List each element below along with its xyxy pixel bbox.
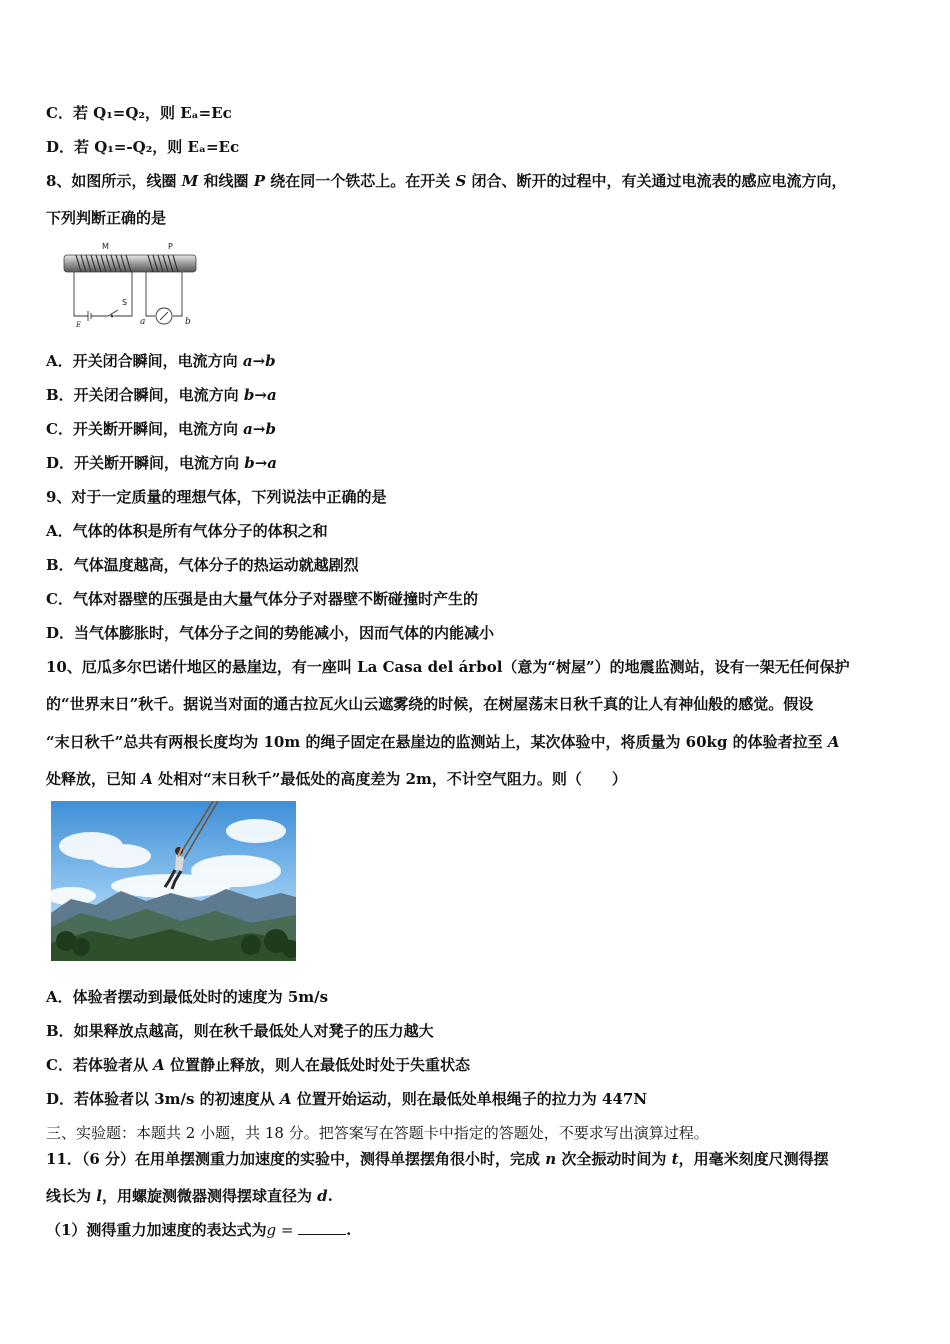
q11-stem-line2: 线长为 l，用螺旋测微器测得摆球直径为 d. [46, 1187, 333, 1205]
q8-circuit-figure [60, 238, 202, 330]
q7-option-d: D．若 Q₁=-Q₂，则 Eₐ=Eᴄ [46, 138, 240, 156]
q10-option-c: C．若体验者从 A 位置静止释放，则人在最低处时处于失重状态 [46, 1056, 471, 1074]
q10-swing-photo [51, 801, 296, 961]
q9-option-b: B．气体温度越高，气体分子的热运动就越剧烈 [46, 556, 359, 574]
section3-heading: 三、实验题：本题共 2 小题，共 18 分。把答案写在答题卡中指定的答题处，不要求写出演算过程。 [46, 1124, 709, 1142]
q10-option-d: D．若体验者以 3m/s 的初速度从 A 位置开始运动，则在最低处单根绳子的拉力为 447N [46, 1090, 648, 1108]
q7-option-c: C．若 Q₁=Q₂，则 Eₐ=Eᴄ [46, 104, 232, 122]
answer-blank[interactable] [298, 1220, 346, 1235]
q10-stem-line1: 10、厄瓜多尔巴诺什地区的悬崖边，有一座叫 La Casa del árbol（意为“树屋”）的地震监测站，设有一架无任何保护 [46, 658, 850, 676]
label-b: b [185, 317, 191, 327]
q9-stem: 9、对于一定质量的理想气体，下列说法中正确的是 [46, 488, 387, 506]
q11-sub1: （1）测得重力加速度的表达式为g = . [46, 1221, 352, 1239]
q8-stem-line2: 下列判断正确的是 [46, 209, 167, 227]
q10-option-a: A．体验者摆动到最低处时的速度为 5m/s [46, 988, 329, 1006]
q8-option-d: D．开关断开瞬间，电流方向 b→a [46, 454, 278, 472]
q10-stem-line4: 处释放，已知 A 处相对“末日秋千”最低处的高度差为 2m，不计空气阻力。则（ ） [46, 770, 627, 788]
q10-stem-line2: 的“世界末日”秋千。据说当对面的通古拉瓦火山云遮雾绕的时候，在树屋荡末日秋千真的让人有神仙般的感觉。假设 [46, 695, 814, 713]
label-m: M [102, 242, 109, 251]
label-p: P [168, 242, 173, 251]
label-a: a [140, 317, 146, 327]
q9-option-a: A．气体的体积是所有气体分子的体积之和 [46, 522, 328, 540]
q10-stem-line3: “末日秋千”总共有两根长度均为 10m 的绳子固定在悬崖边的监测站上，某次体验中，将质量为 60kg 的体验者拉至 A [46, 733, 840, 751]
q8-option-a: A．开关闭合瞬间，电流方向 a→b [46, 352, 276, 370]
q8-option-c: C．开关断开瞬间，电流方向 a→b [46, 420, 276, 438]
q10-option-b: B．如果释放点越高，则在秋千最低处人对凳子的压力越大 [46, 1022, 434, 1040]
q9-option-d: D．当气体膨胀时，气体分子之间的势能减小，因而气体的内能减小 [46, 624, 495, 642]
q8-option-b: B．开关闭合瞬间，电流方向 b→a [46, 386, 277, 404]
q9-option-c: C．气体对器壁的压强是由大量气体分子对器壁不断碰撞时产生的 [46, 590, 478, 608]
q11-stem-line1: 11．（6 分）在用单摆测重力加速度的实验中，测得单摆摆角很小时，完成 n 次全振动时间为 t，用毫米刻度尺测得摆 [46, 1150, 829, 1168]
q8-stem-line1: 8、如图所示，线圈 M 和线圈 P 绕在同一个铁芯上。在开关 S 闭合、断开的过程中，有关通过电流表的感应电流方向， [46, 172, 847, 190]
label-e: E [76, 321, 82, 329]
label-s: S [122, 298, 128, 307]
